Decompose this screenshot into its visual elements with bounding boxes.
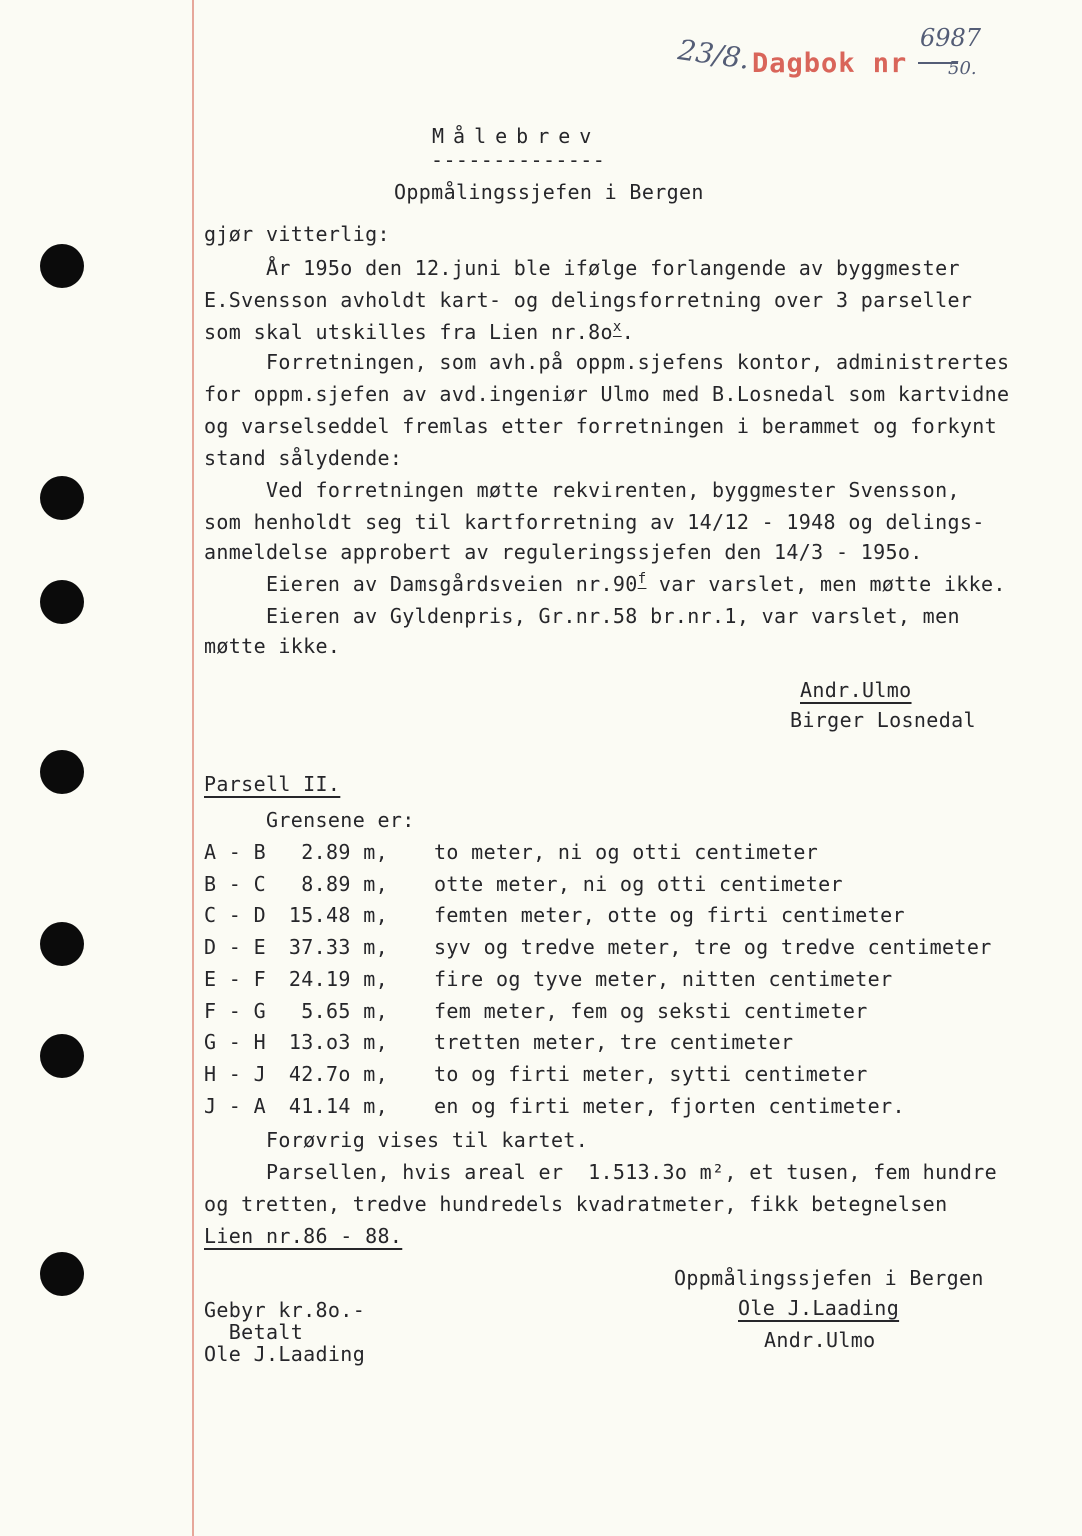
boundary-text: tretten meter, tre centimeter — [434, 1030, 794, 1055]
boundary-segment: B - C — [204, 871, 266, 896]
margin-line — [192, 0, 194, 1536]
para2-line: Forretningen, som avh.på oppm.sjefens kontor, administrertes — [204, 350, 1010, 374]
para2-line: stand sålydende: — [204, 446, 403, 470]
fee-paid: Betalt — [204, 1320, 304, 1344]
boundary-segment: J - A — [204, 1093, 266, 1118]
para5-line: møtte ikke. — [204, 634, 341, 658]
handwritten-date: 23/8. — [676, 33, 752, 76]
boundary-length: 24.19 m, — [288, 966, 388, 991]
handwritten-number: 6987 — [920, 24, 982, 52]
boundary-text: en og firti meter, fjorten centimeter. — [434, 1093, 905, 1118]
para3-line: Ved forretningen møtte rekvirenten, byggmester Svensson, — [204, 478, 960, 502]
boundary-length: 42.7o m, — [288, 1061, 388, 1086]
boundary-segment: A - B — [204, 840, 266, 864]
punch-hole — [40, 1252, 84, 1296]
para2-line: og varselseddel fremlas etter forretningen i berammet og forkynt — [204, 414, 998, 438]
opening-text: gjør vitterlig: — [204, 222, 390, 246]
document-title: Målebrev — [432, 124, 601, 148]
boundary-segment: D - E — [204, 935, 266, 960]
para2-line: for oppm.sjefen av avd.ingeniør Ulmo med B.Losnedal som kartvidne — [204, 382, 1010, 406]
punch-hole — [40, 476, 84, 520]
boundary-text: to meter, ni og otti centimeter — [434, 840, 819, 864]
boundary-text: fem meter, fem og seksti centimeter — [434, 998, 868, 1023]
superscript-x: x — [612, 319, 622, 335]
punch-hole — [40, 922, 84, 966]
issuer: Oppmålingssjefen i Bergen — [394, 180, 704, 204]
para4-end: var varslet, men møtte ikke. — [646, 572, 1006, 596]
para1-end: . — [621, 320, 635, 344]
signature-ulmo-2: Andr.Ulmo — [764, 1328, 876, 1352]
signature-losnedal: Birger Losnedal — [790, 708, 976, 732]
boundary-length: 8.89 m, — [301, 871, 388, 896]
boundary-segment: C - D — [204, 903, 266, 928]
boundary-length: 13.o3 m, — [288, 1030, 388, 1055]
para5-line: Eieren av Gyldenpris, Gr.nr.58 br.nr.1, var varslet, men — [204, 604, 960, 628]
boundary-length: 15.48 m, — [288, 903, 388, 928]
para3-line: anmeldelse approbert av reguleringssjefen den 14/3 - 195o. — [204, 540, 923, 564]
boundary-text: fire og tyve meter, nitten centimeter — [434, 966, 893, 991]
signature-ulmo: Andr.Ulmo — [800, 678, 912, 702]
signature-laading: Ole J.Laading — [738, 1296, 900, 1320]
fee-line: Gebyr kr.8o.- — [204, 1298, 366, 1322]
para1-line: År 195o den 12.juni ble ifølge forlangende av byggmester — [204, 256, 960, 280]
boundary-text: otte meter, ni og otti centimeter — [434, 871, 843, 896]
boundary-length: 2.89 m, — [301, 840, 388, 864]
para7-line: Parsellen, hvis areal er 1.513.3o m², et tusen, fem hundre — [204, 1160, 998, 1184]
boundary-segment: E - F — [204, 966, 266, 991]
punch-hole — [40, 580, 84, 624]
fee-signature: Ole J.Laading — [204, 1342, 366, 1366]
boundaries-intro: Grensene er: — [204, 808, 415, 832]
para1-line-last — [204, 320, 634, 347]
boundary-segment: F - G — [204, 998, 266, 1023]
boundary-text: femten meter, otte og firti centimeter — [434, 903, 905, 928]
superscript-f: f — [637, 571, 647, 587]
para1-text: som skal utskilles fra Lien nr.8o — [204, 320, 613, 344]
boundary-segment: G - H — [204, 1030, 266, 1055]
para1-line: E.Svensson avholdt kart- og delingsforretning over 3 parseller — [204, 288, 973, 312]
punch-hole — [40, 750, 84, 794]
boundary-length: 37.33 m, — [288, 935, 388, 960]
parsell-heading: Parsell II. — [204, 772, 341, 796]
para4-text: Eieren av Damsgårdsveien nr.90 — [204, 572, 638, 596]
para4-line — [204, 572, 1006, 599]
signature-office: Oppmålingssjefen i Bergen — [674, 1266, 984, 1290]
property-designation: Lien nr.86 - 88. — [204, 1224, 403, 1248]
para7-line: og tretten, tredve hundredels kvadratmeter, fikk betegnelsen — [204, 1192, 948, 1216]
para6-line: Forøvrig vises til kartet. — [204, 1128, 589, 1152]
boundary-length: 41.14 m, — [288, 1093, 388, 1118]
dagbok-stamp: Dagbok nr — [752, 48, 908, 79]
boundary-text: to og firti meter, sytti centimeter — [434, 1061, 868, 1086]
boundary-segment: H - J — [204, 1061, 266, 1086]
boundary-length: 5.65 m, — [301, 998, 388, 1023]
punch-hole — [40, 244, 84, 288]
para3-line: som henholdt seg til kartforretning av 14/12 - 1948 og delings- — [204, 510, 985, 534]
title-underline: -------------- — [431, 148, 606, 172]
boundary-text: syv og tredve meter, tre og tredve centimeter — [434, 935, 992, 960]
punch-hole — [40, 1034, 84, 1078]
handwritten-year: 50. — [948, 58, 977, 79]
